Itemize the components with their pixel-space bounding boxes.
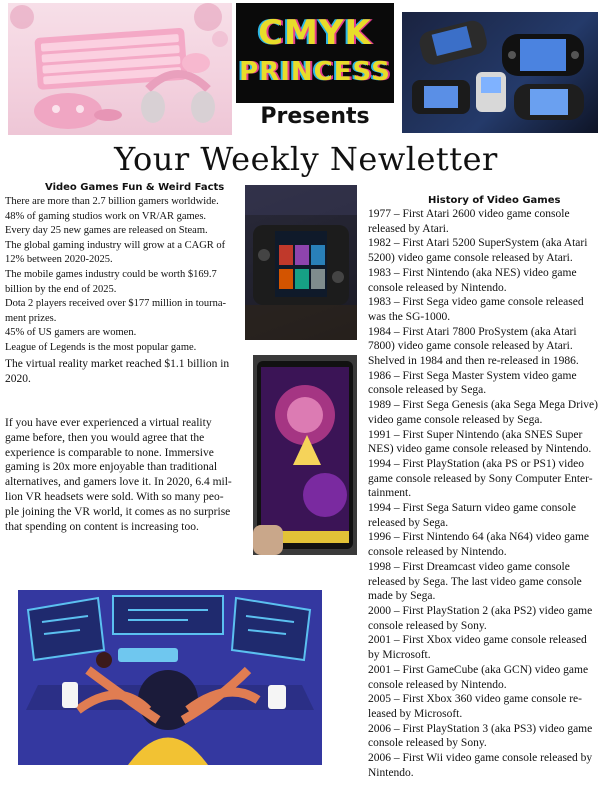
vr-paragraph-line: alternatives, and gamers love it. In 2020, 6.4 mil-: [5, 476, 232, 489]
history-line: 2001 – First GameCube (aka GCN) video game: [368, 663, 589, 676]
history-line: video game console released by Sega.: [368, 413, 543, 426]
fact-line: 48% of gaming studios work on VR/AR games.: [5, 210, 207, 222]
history-line: 7800) video game console released by Atari.: [368, 340, 573, 353]
history-line: was the SG-1000.: [368, 310, 451, 323]
history-line: tainment.: [368, 487, 412, 500]
history-line: 1994 – First Sega Saturn video game console: [368, 502, 576, 515]
history-heading: History of Video Games: [428, 195, 561, 206]
history-line: 1983 – First Nintendo (aka NES) video game: [368, 266, 577, 279]
history-line: 2001 – First Xbox video game console released: [368, 634, 587, 647]
fact-line: Every day 25 new games are released on Steam.: [5, 225, 208, 237]
history-line: 1986 – First Sega Master System video game: [368, 369, 577, 382]
history-line: console released by Nintendo.: [368, 546, 507, 559]
fact-line: The global gaming industry will grow at a CAGR of: [5, 239, 226, 251]
fact-line: billion by the end of 2025.: [5, 283, 117, 295]
logo-line-princess: PRINCESS: [239, 57, 391, 87]
history-line: 1982 – First Atari 5200 SuperSystem (aka Atari: [368, 237, 588, 250]
pink-gaming-desk-photo: [8, 3, 232, 135]
history-line: 1984 – First Atari 7800 ProSystem (aka Atari: [368, 325, 577, 338]
vr-market-paragraph: [5, 357, 229, 387]
handheld-consoles-illustration: [402, 12, 598, 133]
history-line: NES) video game console released by Nintendo.: [368, 443, 592, 456]
vr-paragraph-line: gaming is 20x more enjoyable than traditional: [5, 461, 218, 474]
newsletter-title: Your Weekly Newletter: [114, 140, 498, 178]
vr-paragraph-line: lion VR headsets were sold. With so many peo-: [5, 490, 224, 503]
history-line: Shelved in 1984 and then re-released in 1986.: [368, 355, 579, 368]
cmyk-princess-logo: [236, 3, 394, 103]
fact-line: ment prizes.: [5, 312, 57, 324]
handheld-pc-photo: [245, 185, 357, 340]
fact-line: There are more than 2.7 billion gamers worldwide.: [5, 196, 219, 207]
logo-line-cmyk: CMYK: [258, 13, 372, 53]
tablet-game-photo: [253, 355, 357, 555]
history-line: 2006 – First Wii video game console released by: [368, 752, 593, 765]
vr-paragraph-line: that spending on content is increasing too.: [5, 520, 199, 533]
history-line: 1994 – First PlayStation (aka PS or PS1) video: [368, 457, 584, 470]
history-line: released by Atari.: [368, 222, 449, 235]
gamer-illustration: [18, 590, 322, 765]
vr-market-line: 2020.: [5, 372, 31, 385]
gamer-illustration-art: [18, 590, 322, 765]
facts-heading: Video Games Fun & Weird Facts: [45, 182, 225, 193]
history-line: 1998 – First Dreamcast video game console: [368, 560, 570, 573]
history-line: 2000 – First PlayStation 2 (aka PS2) video game: [368, 604, 593, 617]
history-line: 1991 – First Super Nintendo (aka SNES Super: [368, 428, 583, 441]
fact-line: 45% of US gamers are women.: [5, 327, 137, 339]
history-line: 5200) video game console released by Atari.: [368, 252, 573, 265]
history-line: 1989 – First Sega Genesis (aka Sega Mega Drive): [368, 399, 598, 412]
history-line: 1996 – First Nintendo 64 (aka N64) video game: [368, 531, 590, 544]
facts-list: [5, 195, 241, 356]
handheld-pc-illustration: [245, 185, 357, 340]
history-line: 2006 – First PlayStation 3 (aka PS3) video game: [368, 722, 593, 735]
fact-line: League of Legends is the most popular game.: [5, 341, 197, 353]
presents-label: Presents: [260, 104, 370, 129]
vr-experience-paragraph: [5, 416, 232, 534]
history-line: leased by Microsoft.: [368, 707, 463, 720]
vr-paragraph-line: If you have ever experienced a virtual reality: [5, 417, 212, 429]
history-line: console released by Sony.: [368, 737, 487, 750]
history-line: console released by Nintendo.: [368, 281, 507, 294]
handheld-consoles-photo: [402, 12, 598, 133]
history-line: released by Sega.: [368, 516, 449, 529]
fact-line: The mobile games industry could be worth $169.7: [5, 268, 217, 280]
vr-paragraph-line: ple joining the VR world, it comes as no surprise: [5, 505, 231, 518]
history-list: [368, 207, 608, 780]
fact-line: 12% between 2020-2025.: [5, 254, 113, 266]
history-line: 1983 – First Sega video game console released: [368, 296, 584, 309]
history-line: Nintendo.: [368, 766, 414, 779]
history-line: game console released by Sony Computer Enter-: [368, 472, 593, 485]
fact-line: Dota 2 players received over $177 million in tourna-: [5, 298, 227, 310]
history-line: console released by Sony.: [368, 619, 487, 632]
history-line: 2005 – First Xbox 360 video game console re-: [368, 693, 582, 706]
vr-paragraph-line: game before, then you would agree that the: [5, 431, 205, 444]
history-line: 1977 – First Atari 2600 video game console: [368, 208, 570, 220]
history-line: made by Sega.: [368, 590, 436, 603]
history-line: console released by Nintendo.: [368, 678, 507, 691]
vr-market-line: The virtual reality market reached $1.1 billion in: [5, 358, 230, 370]
history-line: released by Sega. The last video game console: [368, 575, 582, 588]
history-line: by Microsoft.: [368, 649, 431, 662]
vr-paragraph-line: experience is comparable to none. Immersive: [5, 446, 214, 459]
pink-desk-illustration: [8, 3, 232, 135]
tablet-game-illustration: [253, 355, 357, 555]
history-line: console released by Sega.: [368, 384, 487, 397]
